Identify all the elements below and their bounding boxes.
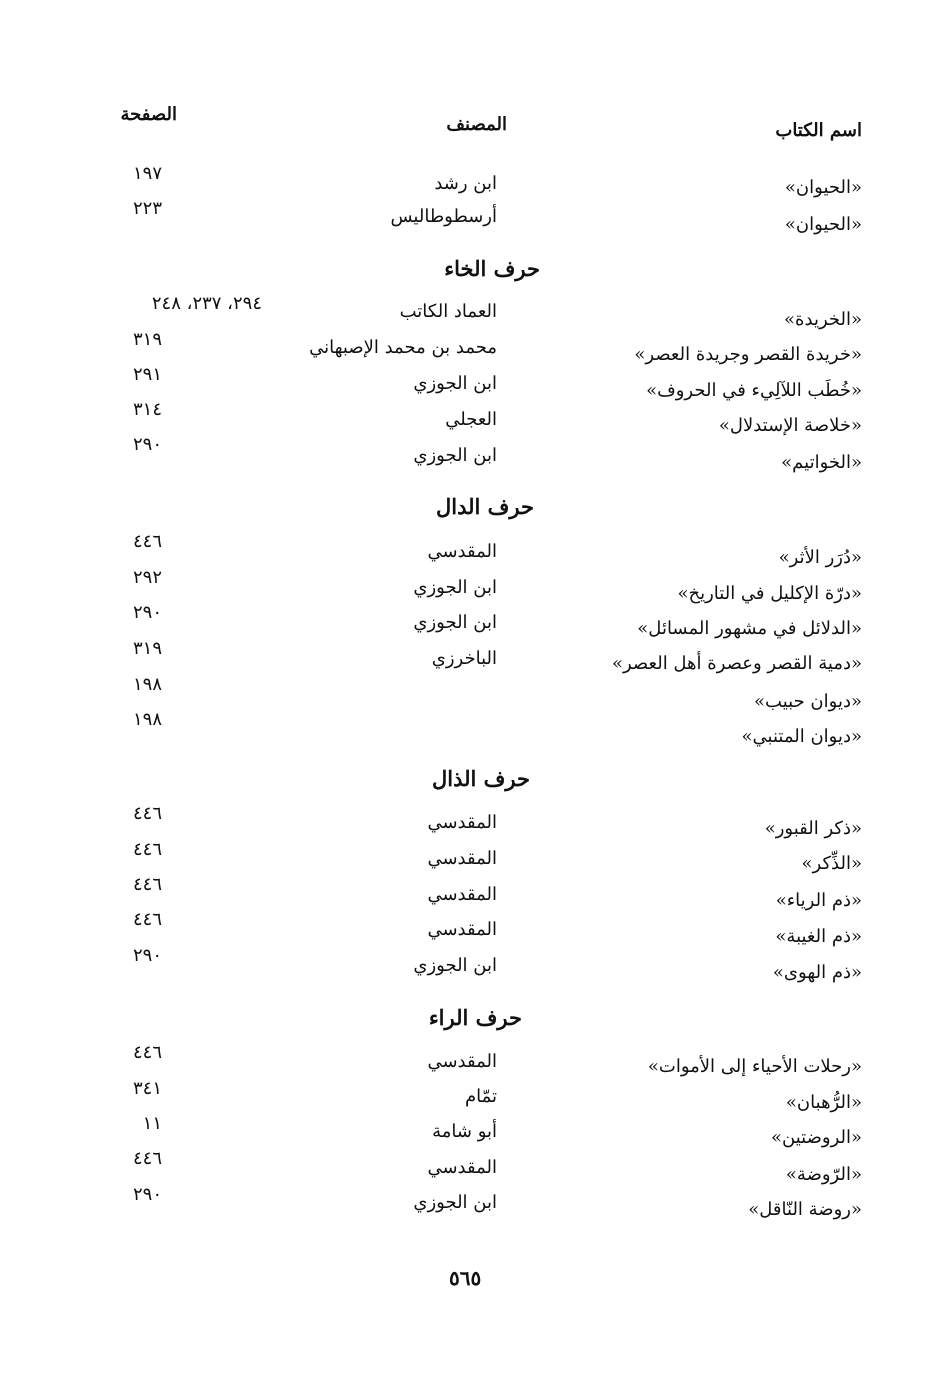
book-title: «دُرَر الأثر»: [778, 547, 862, 568]
author-name: أبو شامة: [432, 1121, 497, 1142]
author-name: محمد بن محمد الإصبهاني: [309, 337, 497, 358]
page-number: ١٩٧: [132, 163, 162, 184]
book-title: «خريدة القصر وجريدة العصر»: [634, 344, 862, 365]
author-name: أرسطوطاليس: [390, 206, 497, 227]
book-title: «ديوان حبيب»: [754, 691, 862, 712]
page-number: ١١: [142, 1113, 162, 1134]
page-number: ٢٢٣: [132, 198, 162, 219]
author-name: ابن رشد: [434, 173, 497, 194]
book-title: «ذم الهوى»: [772, 962, 862, 983]
book-title: «الرّوضة»: [785, 1164, 862, 1185]
author-name: ابن الجوزي: [413, 373, 497, 394]
page-number: ٤٤٦: [132, 909, 162, 930]
page-number: ٤٤٦: [132, 1042, 162, 1063]
book-title: «درّة الإكليل في التاريخ»: [677, 583, 862, 604]
author-name: المقدسي: [427, 919, 497, 940]
book-title: «الذِّكر»: [801, 853, 862, 874]
author-name: المقدسي: [427, 848, 497, 869]
author-name: ابن الجوزي: [413, 955, 497, 976]
author-name: تمّام: [464, 1086, 497, 1107]
page-number: ٢٩٠: [132, 602, 162, 623]
author-name: المقدسي: [427, 884, 497, 905]
page-number: ٤٤٦: [132, 874, 162, 895]
book-title: «خُطَب اللآلِيء في الحروف»: [646, 380, 862, 401]
book-title: «روضة النّاقل»: [748, 1199, 862, 1220]
author-name: الباخرزي: [431, 648, 497, 669]
book-title: «الخواتيم»: [781, 452, 862, 473]
section-heading-dhal: حرف الذال: [432, 766, 530, 791]
author-name: العماد الكاتب: [399, 301, 497, 322]
author-name: المقدسي: [427, 812, 497, 833]
author-name: العجلي: [445, 409, 497, 430]
author-name: المقدسي: [427, 541, 497, 562]
section-heading-dal: حرف الدال: [436, 494, 534, 519]
author-name: ابن الجوزي: [413, 1192, 497, 1213]
header-book-title: اسم الكتاب: [775, 120, 862, 141]
book-title: «رحلات الأحياء إلى الأموات»: [647, 1056, 862, 1077]
section-heading-raa: حرف الراء: [428, 1005, 522, 1030]
book-title: «ديوان المتنبي»: [741, 726, 862, 747]
page-number: ٣٤١: [132, 1078, 162, 1099]
page-number: ٣١٤: [132, 399, 162, 420]
page-number: ٣١٩: [132, 329, 162, 350]
author-name: ابن الجوزي: [413, 577, 497, 598]
header-page: الصفحة: [120, 104, 177, 125]
book-title: «ذم الغيبة»: [775, 926, 862, 947]
page-number: ٢٩٠: [132, 1184, 162, 1205]
page-number: ٢٩٢: [132, 567, 162, 588]
page-number: ٤٤٦: [132, 531, 162, 552]
book-title: «دمية القصر وعصرة أهل العصر»: [611, 653, 862, 674]
book-title: «الحيوان»: [784, 214, 862, 235]
page-number: ٤٤٦: [132, 1148, 162, 1169]
book-title: «ذكر القبور»: [764, 818, 862, 839]
book-title: «الدلائل في مشهور المسائل»: [637, 618, 862, 639]
page-number: ٢٩١: [132, 364, 162, 385]
author-name: ابن الجوزي: [413, 612, 497, 633]
book-title: «الحيوان»: [784, 177, 862, 198]
book-title: «ذم الرياء»: [775, 890, 862, 911]
page-number: ٢٩٤، ٢٣٧، ٢٤٨: [151, 293, 262, 314]
page-number: ٤٤٦: [132, 803, 162, 824]
author-name: ابن الجوزي: [413, 445, 497, 466]
book-title: «خلاصة الإستدلال»: [718, 415, 862, 436]
page-folio-number: ٥٦٥: [449, 1266, 482, 1290]
header-author: المصنف: [446, 114, 507, 135]
section-heading-khaa: حرف الخاء: [444, 256, 540, 281]
page-number: ٢٩٠: [132, 945, 162, 966]
page-number: ٣١٩: [132, 638, 162, 659]
page-number: ٤٤٦: [132, 839, 162, 860]
author-name: المقدسي: [427, 1051, 497, 1072]
book-title: «الرُّهبان»: [785, 1092, 862, 1113]
page-number: ١٩٨: [132, 674, 162, 695]
page-number: ١٩٨: [132, 709, 162, 730]
book-title: «الروضتين»: [771, 1127, 862, 1148]
author-name: المقدسي: [427, 1157, 497, 1178]
book-title: «الخريدة»: [784, 309, 862, 330]
page-number: ٢٩٠: [132, 434, 162, 455]
